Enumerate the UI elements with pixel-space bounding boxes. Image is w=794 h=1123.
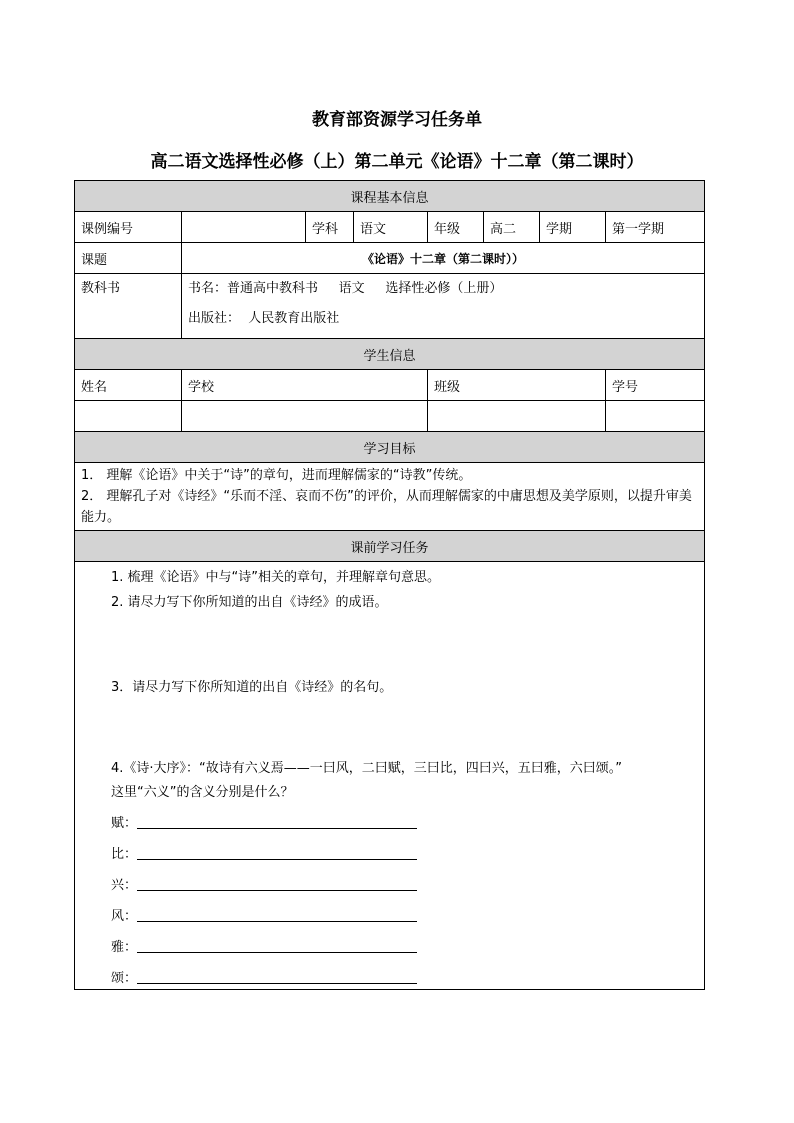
fill-label: 比： — [111, 847, 138, 862]
case-no-label: 课例编号 — [75, 212, 182, 243]
goal-item: 2． 理解孔子对《诗经》“乐而不淫、哀而不伤”的评价，从而理解儒家的中庸思想及美学原则，以提升审美能力。 — [81, 489, 692, 525]
goals-list — [75, 463, 705, 531]
page-title: 教育部资源学习任务单 — [312, 110, 482, 130]
topic-row — [75, 243, 705, 274]
fill-label: 颂： — [111, 971, 138, 986]
task-1: 1. 梳理《论语》中与“诗”相关的章句，并理解章句意思。 — [111, 570, 441, 585]
school-label: 学校 — [182, 370, 428, 401]
name-field[interactable] — [75, 401, 182, 432]
id-field[interactable] — [606, 401, 705, 432]
task-4-line-1: 4.《诗·大序》：“故诗有六义焉——一曰风，二曰赋，三曰比，四曰兴，五曰雅，六曰颂。” — [111, 761, 623, 776]
fill-row-bi — [111, 843, 417, 862]
page-subtitle: 高二语文选择性必修（上）第二单元《论语》十二章（第二课时） — [150, 152, 644, 172]
fill-label: 兴： — [111, 878, 138, 893]
course-info-row — [75, 212, 705, 243]
fill-label: 赋： — [111, 816, 138, 831]
section-tasks: 课前学习任务 — [75, 531, 705, 562]
id-label: 学号 — [606, 370, 705, 401]
textbook-name: 书名：普通高中教科书 语文 选择性必修（上册） — [188, 281, 503, 296]
section-goals: 学习目标 — [75, 432, 705, 463]
goals-row — [75, 463, 705, 531]
fill-label: 雅： — [111, 940, 138, 955]
answer-line-ya[interactable] — [137, 938, 417, 953]
subject-value: 语文 — [354, 212, 428, 243]
fill-row-xing — [111, 874, 417, 893]
subject-label: 学科 — [306, 212, 354, 243]
fill-row-ya — [111, 936, 417, 955]
answer-line-bi[interactable] — [137, 845, 417, 860]
name-label: 姓名 — [75, 370, 182, 401]
school-field[interactable] — [182, 401, 428, 432]
student-input-row — [75, 401, 705, 432]
grade-value: 高二 — [484, 212, 540, 243]
textbook-publisher: 出版社： 人民教育出版社 — [188, 311, 340, 326]
textbook-label: 教科书 — [75, 274, 182, 339]
fill-label: 风： — [111, 909, 138, 924]
fill-row-feng — [111, 905, 417, 924]
answer-line-fu[interactable] — [137, 814, 417, 829]
answer-line-song[interactable] — [137, 969, 417, 984]
section-student-info: 学生信息 — [75, 339, 705, 370]
class-field[interactable] — [428, 401, 606, 432]
textbook-info — [182, 274, 705, 339]
case-no-field[interactable] — [182, 212, 306, 243]
topic-label: 课题 — [75, 243, 182, 274]
student-header-row — [75, 370, 705, 401]
tasks-row — [75, 562, 705, 990]
fill-row-song — [111, 967, 417, 986]
task-form-table — [74, 180, 705, 990]
task-4-line-2: 这里“六义”的含义分别是什么？ — [111, 785, 294, 800]
section-course-info: 课程基本信息 — [75, 181, 705, 212]
grade-label: 年级 — [428, 212, 484, 243]
task-3: 3．请尽力写下你所知道的出自《诗经》的名句。 — [111, 680, 393, 695]
fill-row-fu — [111, 812, 417, 831]
term-value: 第一学期 — [606, 212, 705, 243]
goal-item: 1． 理解《论语》中关于“诗”的章句，进而理解儒家的“诗教”传统。 — [81, 468, 472, 483]
answer-line-xing[interactable] — [137, 876, 417, 891]
task-2: 2. 请尽力写下你所知道的出自《诗经》的成语。 — [111, 595, 388, 610]
term-label: 学期 — [540, 212, 606, 243]
tasks-content — [75, 562, 705, 990]
topic-value: 《论语》十二章（第二课时）） — [182, 243, 705, 274]
textbook-row — [75, 274, 705, 339]
answer-line-feng[interactable] — [137, 907, 417, 922]
class-label: 班级 — [428, 370, 606, 401]
